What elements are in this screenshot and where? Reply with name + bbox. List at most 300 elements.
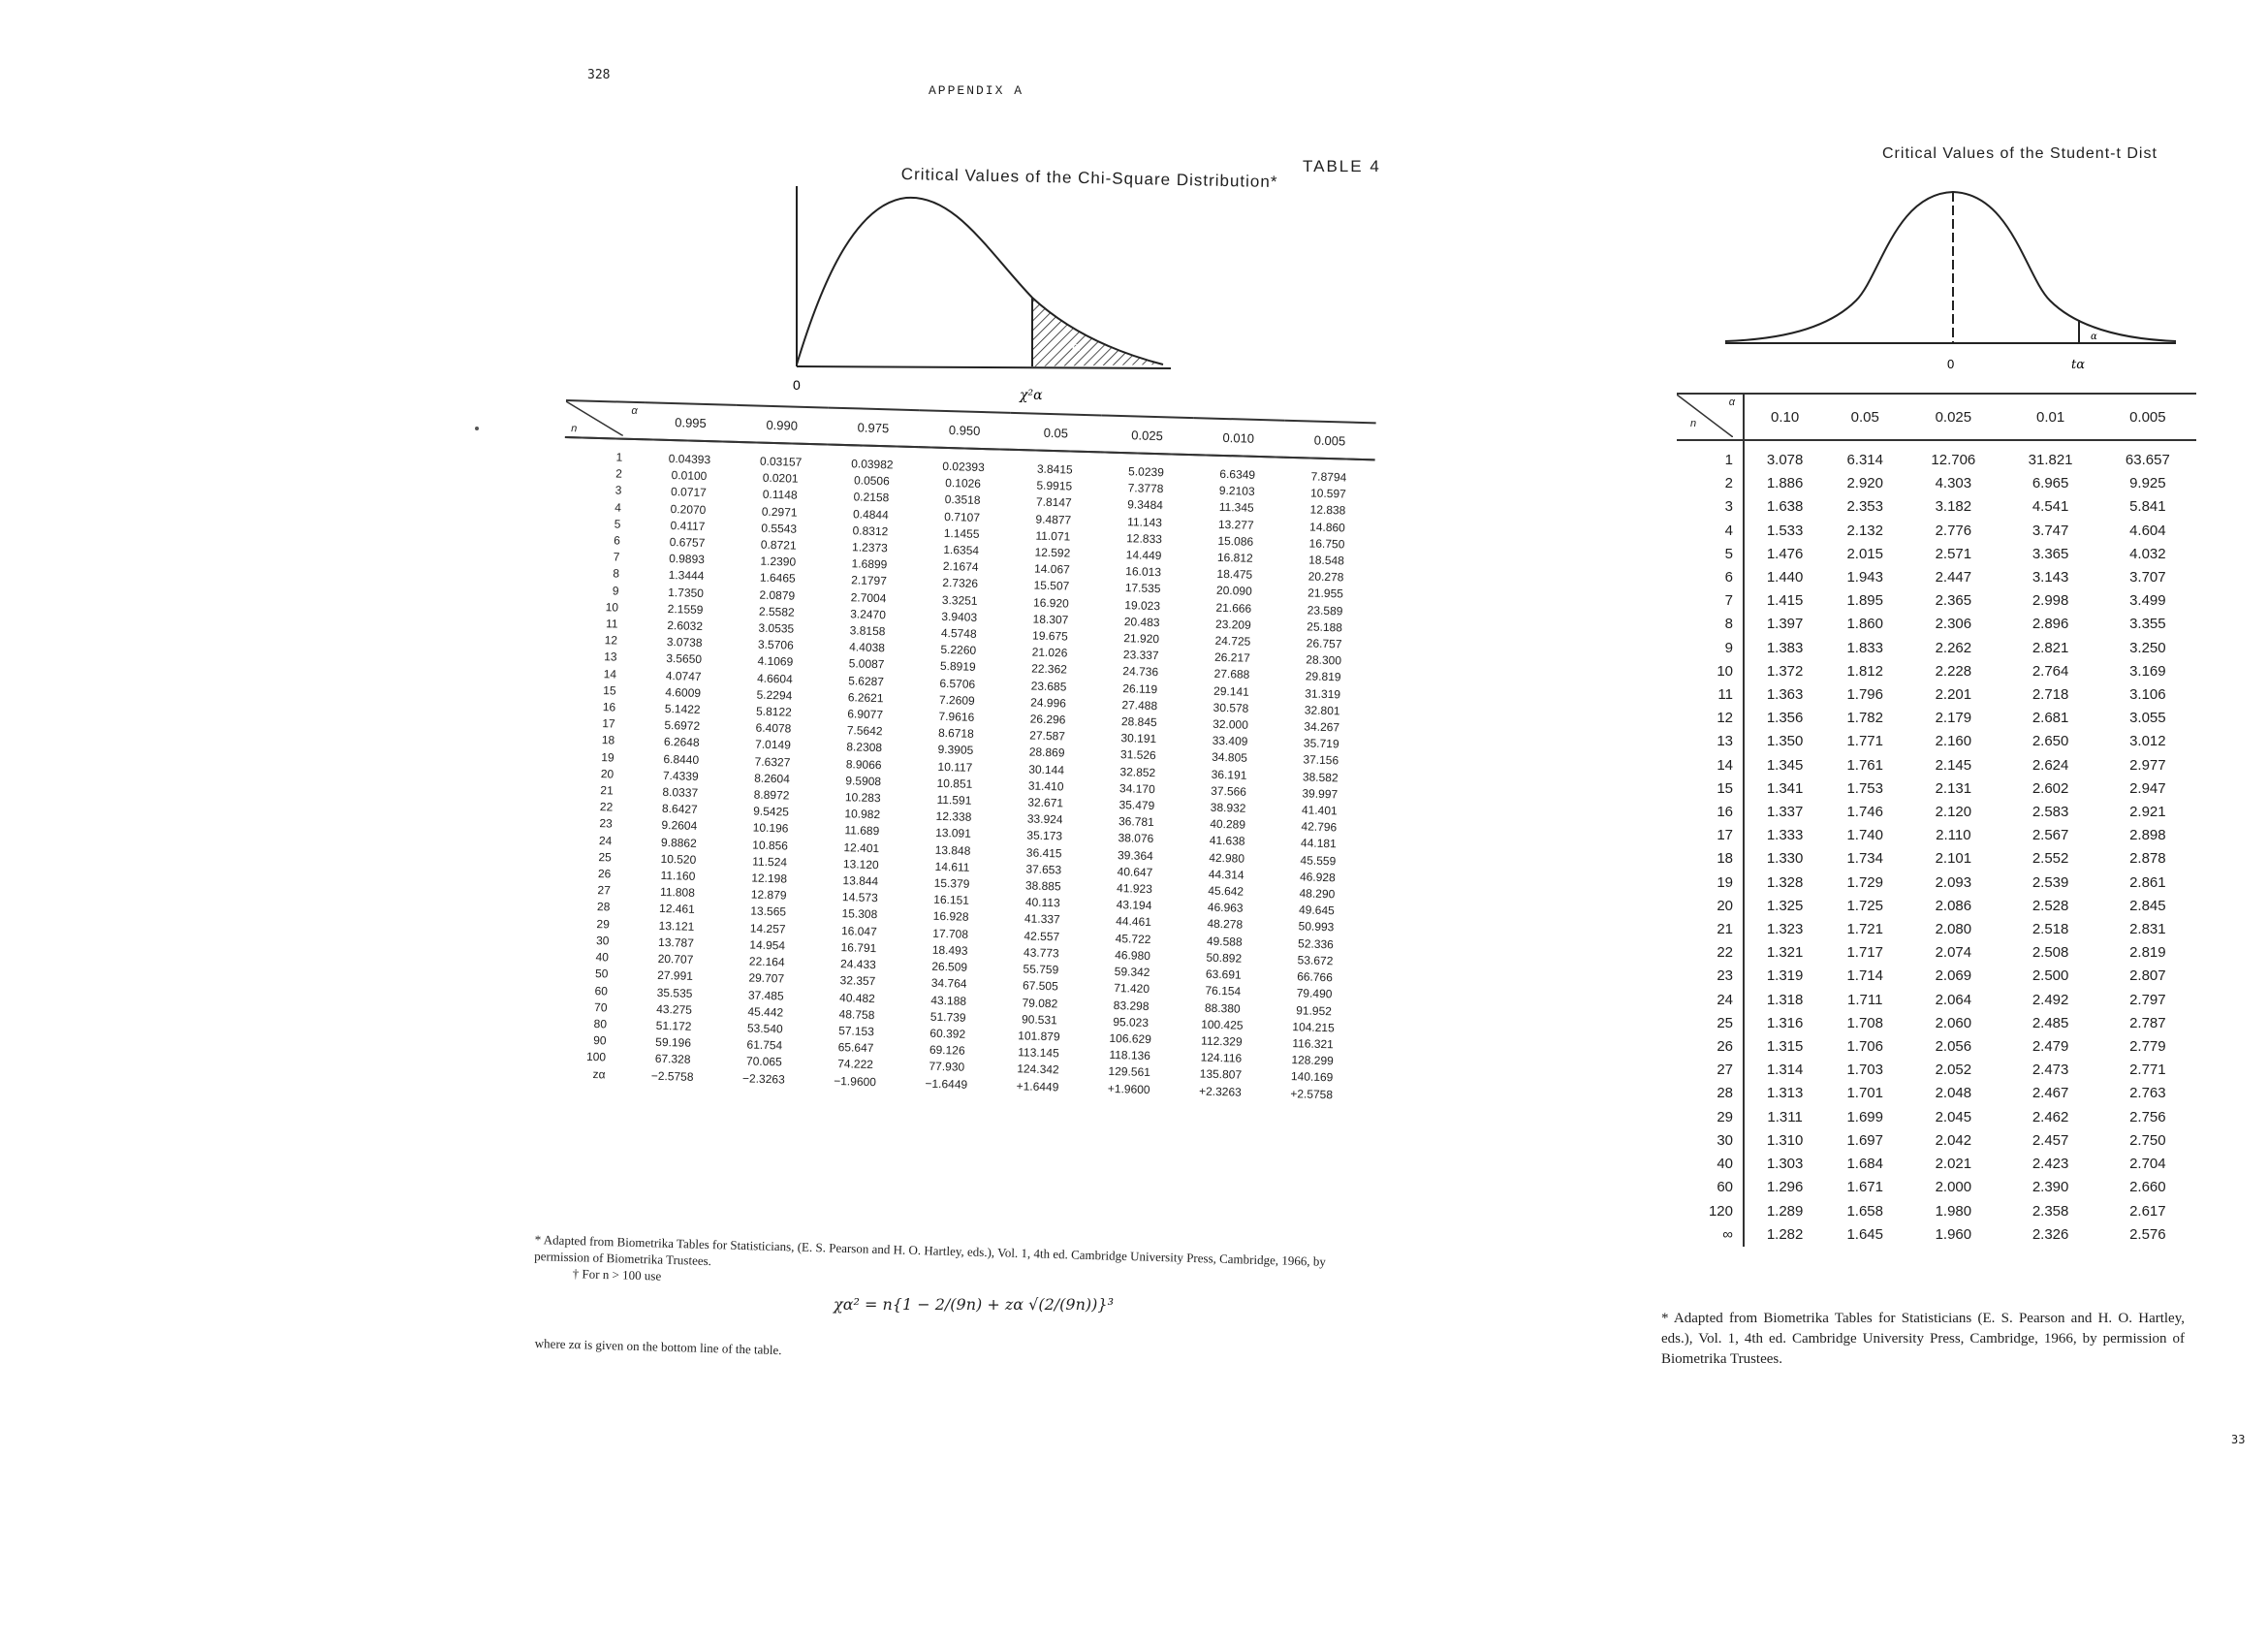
chi-table-cell: 14.954 xyxy=(749,937,786,953)
t-corner-diagonal xyxy=(1677,395,1733,437)
chi-table-cell: 3.3251 xyxy=(941,592,978,608)
t-table-cell: 3.499 xyxy=(2129,592,2166,610)
t-table-cell: 2.624 xyxy=(2032,756,2069,774)
chi-table-cell: 48.290 xyxy=(1299,886,1336,902)
chi-figure-x-axis xyxy=(797,366,1171,368)
t-table-cell: 2.821 xyxy=(2032,639,2069,656)
chi-table-cell: 10.851 xyxy=(936,776,973,791)
chi-table-cell: 14.067 xyxy=(1033,561,1070,577)
chi-table-cell: 9.4877 xyxy=(1035,512,1072,527)
chi-table-cell: 7.5642 xyxy=(846,723,883,739)
t-col-header: 0.01 xyxy=(2001,394,2098,440)
t-table-cell: 1.895 xyxy=(1846,592,1883,610)
chi-table-cell: 2.5582 xyxy=(758,604,795,619)
chi-table-cell: +1.9600 xyxy=(1107,1081,1150,1096)
t-table-cell: 1.711 xyxy=(1846,991,1883,1008)
chi-table-cell: 0.8721 xyxy=(760,537,797,553)
chi-table-cell: 10.597 xyxy=(1309,486,1346,501)
chi-row-label: 60 xyxy=(594,983,609,998)
chi-table-cell: 34.267 xyxy=(1304,719,1340,735)
chi-table-cell: 38.885 xyxy=(1024,878,1061,894)
t-table-row xyxy=(1677,1176,2196,1199)
t-table-cell: 2.179 xyxy=(1935,710,1972,727)
t-table-cell: 1.440 xyxy=(1766,569,1804,586)
t-table-cell: 2.479 xyxy=(2032,1038,2069,1056)
t-table-cell: 1.321 xyxy=(1766,944,1804,962)
chi-table-cell: 12.338 xyxy=(935,809,972,825)
t-table-cell: 2.500 xyxy=(2032,967,2069,985)
t-table-cell: 1.703 xyxy=(1846,1062,1883,1079)
chi-row-label: 13 xyxy=(604,650,617,665)
chi-corner-alpha: α xyxy=(631,404,638,418)
chi-approximation-formula: χα² = n{1 − 2/(9n) + zα √(2/(9n))}³ xyxy=(834,1295,1114,1314)
chi-table-cell: 45.642 xyxy=(1208,883,1244,899)
t-table-row xyxy=(1677,1012,2196,1035)
chi-table-cell: 83.298 xyxy=(1113,998,1150,1013)
t-table-cell: 2.093 xyxy=(1935,873,1972,891)
chi-table-cell: 7.2609 xyxy=(938,692,975,708)
chi-table-cell: 18.475 xyxy=(1216,567,1253,583)
chi-table-cell: 12.838 xyxy=(1309,502,1346,518)
t-row-label: 17 xyxy=(1677,824,1744,847)
chi-table-cell: 0.8312 xyxy=(852,523,889,539)
t-table-row xyxy=(1677,613,2196,636)
t-table-cell: 1.708 xyxy=(1846,1014,1883,1031)
t-table-cell: 2.201 xyxy=(1935,686,1972,704)
t-table-cell: 2.861 xyxy=(2129,873,2166,891)
t-row-label: 60 xyxy=(1677,1176,1744,1199)
t-table-cell: 1.701 xyxy=(1846,1085,1883,1102)
t-row-label: 5 xyxy=(1677,543,1744,566)
t-table-cell: 3.747 xyxy=(2032,522,2069,539)
chi-table-cell: 9.3905 xyxy=(937,743,974,758)
chi-table-cell: 5.6972 xyxy=(664,718,701,734)
chi-table-cell: 3.0535 xyxy=(758,620,795,636)
chi-table-cell: 40.113 xyxy=(1024,895,1060,910)
t-table-cell: 2.365 xyxy=(1935,592,1972,610)
t-table-cell: 1.740 xyxy=(1846,827,1883,844)
chi-table-cell: 8.0337 xyxy=(662,785,699,801)
chi-table-cell: 0.03157 xyxy=(759,454,803,469)
t-row-label: 26 xyxy=(1677,1035,1744,1059)
chi-col-header: 0.975 xyxy=(827,408,919,448)
t-table-cell: 1.397 xyxy=(1766,616,1804,633)
t-table-row xyxy=(1677,660,2196,683)
t-table-title: Critical Values of the Student-t Dist xyxy=(1882,145,2158,162)
chi-row-label: 14 xyxy=(603,666,617,681)
chi-table-cell: 13.121 xyxy=(658,918,695,934)
t-table-cell: 2.518 xyxy=(2032,921,2069,938)
chi-table-cell: 37.156 xyxy=(1303,752,1339,768)
t-table-cell: 2.390 xyxy=(2032,1179,2069,1196)
t-table-cell: 1.812 xyxy=(1846,662,1883,680)
t-table-cell: 2.447 xyxy=(1935,569,1972,586)
chi-row-label: 26 xyxy=(597,867,612,881)
t-table-cell: 1.363 xyxy=(1766,686,1804,704)
t-table-cell: 1.345 xyxy=(1766,756,1804,774)
chi-table-cell: 23.685 xyxy=(1030,679,1067,694)
t-table-cell: 1.796 xyxy=(1846,686,1883,704)
chi-table-label: TABLE 4 xyxy=(1303,157,1381,175)
t-row-label: 6 xyxy=(1677,566,1744,589)
t-table-cell: 2.528 xyxy=(2032,897,2069,914)
t-table-row xyxy=(1677,1035,2196,1059)
t-row-label: 10 xyxy=(1677,660,1744,683)
t-corner-n: n xyxy=(1690,418,1697,429)
t-table-cell: 1.415 xyxy=(1766,592,1804,610)
chi-col-header: 0.950 xyxy=(919,410,1011,450)
t-table-cell: 2.358 xyxy=(2032,1202,2069,1220)
t-table-cell: 1.341 xyxy=(1766,779,1804,797)
chi-footnotes xyxy=(534,1231,1359,1304)
t-table-cell: 3.182 xyxy=(1935,498,1972,516)
chi-table-cell: 26.296 xyxy=(1029,712,1066,727)
chi-table-cell: 8.9066 xyxy=(845,756,882,772)
chi-table-cell: 9.8862 xyxy=(660,835,697,850)
t-table-cell: 2.485 xyxy=(2032,1014,2069,1031)
t-table-row xyxy=(1677,895,2196,918)
chi-table-cell: 46.980 xyxy=(1115,947,1151,963)
t-table-cell: 1.296 xyxy=(1766,1179,1804,1196)
chi-row-label: 28 xyxy=(596,900,611,914)
t-table-cell: 3.055 xyxy=(2129,710,2166,727)
t-footnote xyxy=(1661,1309,2185,1370)
running-head: APPENDIX A xyxy=(929,83,1024,98)
chi-row-label: 40 xyxy=(595,950,610,965)
chi-table-cell: 27.488 xyxy=(1121,697,1158,713)
chi-table-cell: 27.587 xyxy=(1029,728,1066,744)
chi-table-cell: 8.6718 xyxy=(937,726,974,742)
chi-table-cell: 9.5425 xyxy=(753,804,790,819)
t-table-cell: 6.314 xyxy=(1846,452,1883,468)
t-table-cell: 1.289 xyxy=(1766,1202,1804,1220)
chi-table-cell: 13.565 xyxy=(750,904,787,920)
t-row-label: 23 xyxy=(1677,965,1744,988)
chi-figure-origin-label: 0 xyxy=(793,377,801,393)
t-table-cell: 2.650 xyxy=(2032,733,2069,750)
chi-footnote-source: * Adapted from Biometrika Tables for Statisticians, (E. S. Pearson and H. O. Hartley, eds.), Vol. 1, 4th ed. Cambridge University Press, Cambridge, 1966, by permission of Biometrika Trustees. xyxy=(534,1231,1327,1269)
t-table-cell: 12.706 xyxy=(1931,452,1976,468)
chi-table-cell: 61.754 xyxy=(746,1037,783,1053)
chi-table-cell: 34.805 xyxy=(1212,750,1248,766)
chi-table-cell: 3.9403 xyxy=(941,609,978,624)
t-table-row xyxy=(1677,1153,2196,1176)
chi-table-cell: 3.8415 xyxy=(1036,461,1073,477)
chi-table-cell: 16.013 xyxy=(1125,564,1162,580)
t-table-cell: 1.753 xyxy=(1846,779,1883,797)
chi-table-cell: 0.3518 xyxy=(944,492,981,508)
chi-table-cell: 36.415 xyxy=(1025,845,1062,861)
t-header-row xyxy=(1677,394,2196,440)
chi-table-cell: 1.7350 xyxy=(668,585,705,600)
t-table-cell: 3.169 xyxy=(2129,662,2166,680)
t-row-label: 7 xyxy=(1677,589,1744,613)
chi-table-cell: 4.0747 xyxy=(665,668,702,683)
t-table-cell: 2.718 xyxy=(2032,686,2069,704)
t-table-cell: 2.492 xyxy=(2032,991,2069,1008)
chi-table-cell: 3.5706 xyxy=(757,637,794,652)
chi-row-label: 27 xyxy=(597,883,612,898)
t-col-header: 0.10 xyxy=(1744,394,1825,440)
t-table-row xyxy=(1677,637,2196,660)
chi-table-cell: 6.6349 xyxy=(1219,466,1256,482)
t-table-cell: 2.306 xyxy=(1935,616,1972,633)
chi-table-cell: −2.3263 xyxy=(741,1070,785,1087)
t-table-cell: 31.821 xyxy=(2028,452,2073,468)
chi-table-cell: 24.736 xyxy=(1122,664,1159,680)
chi-table-cell: 7.3778 xyxy=(1127,481,1164,496)
chi-table-cell: 52.336 xyxy=(1297,935,1335,952)
chi-table-cell: 10.520 xyxy=(660,851,697,867)
chi-table-cell: 3.2470 xyxy=(850,607,887,622)
t-table-cell: 2.660 xyxy=(2129,1179,2166,1196)
t-table-cell: 2.576 xyxy=(2129,1225,2166,1243)
t-table-cell: 1.328 xyxy=(1766,873,1804,891)
chi-table-cell: 55.759 xyxy=(1023,962,1059,977)
t-table-cell: 1.658 xyxy=(1846,1202,1883,1220)
chi-table-cell: 24.996 xyxy=(1030,695,1067,711)
chi-table-cell: 48.278 xyxy=(1207,917,1244,933)
t-table-row xyxy=(1677,707,2196,730)
t-table-cell: 1.319 xyxy=(1766,967,1804,985)
chi-table-cell: 36.781 xyxy=(1118,814,1154,830)
chi-table-cell: 1.3444 xyxy=(668,568,705,584)
chi-table-cell: 27.688 xyxy=(1213,667,1250,682)
chi-table-cell: 32.000 xyxy=(1212,716,1249,732)
chi-table-cell: 35.173 xyxy=(1026,828,1063,843)
chi-figure-area-label: α xyxy=(1072,340,1081,355)
chi-table-cell: 0.2158 xyxy=(853,490,890,505)
chi-table-cell: 40.289 xyxy=(1210,816,1246,833)
chi-row-label: 30 xyxy=(595,933,610,948)
chi-table-cell: 29.707 xyxy=(748,970,785,986)
t-table-cell: 1.337 xyxy=(1766,804,1804,821)
chi-table-cell: 14.257 xyxy=(749,921,786,936)
chi-table-cell: 95.023 xyxy=(1113,1014,1150,1030)
t-figure-t-alpha-label: tα xyxy=(2071,358,2086,372)
t-figure-area-label: α xyxy=(2091,332,2097,342)
chi-table-cell: 0.02393 xyxy=(942,459,985,475)
t-table-cell: 2.681 xyxy=(2032,710,2069,727)
t-row-label: 40 xyxy=(1677,1153,1744,1176)
chi-table-cell: 38.076 xyxy=(1118,831,1154,846)
chi-table-cell: 14.611 xyxy=(934,859,970,874)
chi-table-cell: 46.963 xyxy=(1207,900,1244,915)
t-table-cell: 1.638 xyxy=(1766,498,1804,516)
chi-col-header: 0.005 xyxy=(1283,421,1375,460)
chi-figure-critical-label: χ²α xyxy=(1020,388,1043,403)
t-row-label: 14 xyxy=(1677,754,1744,777)
chi-table-cell: 0.4844 xyxy=(852,506,889,522)
chi-table-cell: 2.1559 xyxy=(667,601,704,617)
t-table-cell: 1.311 xyxy=(1767,1108,1803,1125)
chi-table-cell: 6.9077 xyxy=(847,707,884,722)
chi-figure-tail-area xyxy=(1032,298,1163,366)
chi-table-cell: 4.5748 xyxy=(940,625,977,641)
chi-table-cell: 104.215 xyxy=(1292,1019,1335,1035)
chi-table-cell: 31.410 xyxy=(1027,778,1064,794)
chi-formula-where-note: where zα is given on the bottom line of the table. xyxy=(534,1336,782,1358)
t-table-cell: 1.356 xyxy=(1766,710,1804,727)
chi-table-cell: 12.401 xyxy=(843,840,880,855)
chi-table-cell: 5.0239 xyxy=(1127,464,1165,480)
chi-table-cell: 12.198 xyxy=(751,871,788,886)
t-table-cell: 2.045 xyxy=(1935,1108,1972,1125)
t-table-cell: 3.355 xyxy=(2129,616,2166,633)
t-table-cell: 2.947 xyxy=(2129,779,2166,797)
chi-table-cell: 14.449 xyxy=(1125,548,1162,563)
chi-row-label: 29 xyxy=(596,916,611,932)
t-table-cell: 1.533 xyxy=(1766,522,1804,539)
chi-table-cell: 3.8158 xyxy=(849,623,886,639)
chi-row-label: 10 xyxy=(605,600,619,615)
left-page-number: 328 xyxy=(587,68,611,82)
chi-table-cell: 6.5706 xyxy=(939,676,976,691)
chi-table-cell: 0.1148 xyxy=(762,488,798,503)
chi-table-cell: 30.578 xyxy=(1213,700,1249,715)
chi-table-cell: 13.844 xyxy=(842,873,879,889)
chi-table-cell: 13.091 xyxy=(934,826,972,841)
t-table-cell: 3.365 xyxy=(2032,545,2069,562)
chi-table-cell: 44.181 xyxy=(1300,836,1337,851)
chi-table-cell: 53.672 xyxy=(1297,953,1334,968)
chi-table-cell: 7.9616 xyxy=(938,709,975,724)
t-table-cell: 2.052 xyxy=(1935,1062,1972,1079)
chi-table-cell: 20.278 xyxy=(1307,569,1344,585)
t-table-row xyxy=(1677,777,2196,801)
chi-table-cell: 42.796 xyxy=(1301,819,1338,835)
t-row-label: 12 xyxy=(1677,707,1744,730)
t-table-row xyxy=(1677,1106,2196,1129)
chi-table-cell: 15.308 xyxy=(841,906,878,922)
chi-figure-curve xyxy=(797,198,1163,364)
chi-table-cell: 88.380 xyxy=(1204,1000,1241,1016)
chi-table-cell: 36.191 xyxy=(1211,767,1247,782)
t-table-cell: 2.764 xyxy=(2032,662,2069,680)
t-row-label: 18 xyxy=(1677,847,1744,871)
t-table-cell: 1.671 xyxy=(1846,1179,1883,1196)
chi-table-cell: 34.764 xyxy=(930,976,967,992)
t-table-cell: 2.878 xyxy=(2129,850,2166,868)
t-table-cell: 2.069 xyxy=(1935,967,1972,985)
t-table-cell: 1.350 xyxy=(1766,733,1804,750)
chi-table-cell: 0.6757 xyxy=(669,535,706,551)
t-table-row xyxy=(1677,847,2196,871)
t-table-row xyxy=(1677,566,2196,589)
chi-table-cell: 12.833 xyxy=(1126,531,1163,547)
t-table-row xyxy=(1677,918,2196,941)
chi-table-cell: 10.856 xyxy=(752,838,789,853)
t-figure-zero-label: 0 xyxy=(1947,357,1955,371)
t-table-cell: 1.313 xyxy=(1766,1085,1804,1102)
chi-row-label: 25 xyxy=(598,849,613,865)
chi-table-cell: 4.6604 xyxy=(756,671,793,686)
chi-table-cell: 35.719 xyxy=(1303,736,1339,751)
chi-table-cell: 7.4339 xyxy=(662,768,699,783)
chi-corner-cell xyxy=(565,400,646,439)
chi-table-cell: 37.653 xyxy=(1025,862,1062,877)
t-table-row xyxy=(1677,754,2196,777)
chi-table-cell: 10.982 xyxy=(844,807,881,822)
t-table-cell: 2.000 xyxy=(1935,1179,1972,1196)
margin-speck xyxy=(475,427,479,430)
chi-row-label: 9 xyxy=(612,584,619,598)
chi-table-cell: 29.141 xyxy=(1213,683,1250,699)
chi-table-cell: 74.222 xyxy=(837,1057,874,1072)
t-row-label: 28 xyxy=(1677,1082,1744,1105)
chi-table-cell: 12.592 xyxy=(1034,545,1071,560)
chi-table-cell: 59.342 xyxy=(1114,965,1150,980)
chi-square-table xyxy=(547,399,1375,1104)
chi-table-cell: 128.299 xyxy=(1291,1053,1335,1068)
t-row-label: 11 xyxy=(1677,683,1744,707)
t-table-cell: 2.750 xyxy=(2129,1131,2166,1149)
chi-table-cell: 0.0201 xyxy=(762,470,799,486)
chi-table-cell: 40.647 xyxy=(1117,864,1153,879)
chi-table-cell: 32.671 xyxy=(1027,795,1064,810)
chi-table-cell: 26.217 xyxy=(1213,650,1250,666)
chi-table-cell: 8.6427 xyxy=(661,802,698,817)
chi-table-cell: 10.117 xyxy=(937,759,973,775)
chi-table-cell: 1.2373 xyxy=(851,540,889,555)
t-table-cell: 1.943 xyxy=(1846,569,1883,586)
chi-table-cell: 33.924 xyxy=(1026,811,1063,827)
t-table-body xyxy=(1677,440,2196,1247)
chi-table-cell: 101.879 xyxy=(1018,1029,1060,1044)
t-table-cell: 63.657 xyxy=(2125,452,2170,468)
chi-col-header: 0.010 xyxy=(1192,418,1284,458)
chi-table-cell: 20.483 xyxy=(1123,614,1160,630)
chi-table-cell: 21.026 xyxy=(1031,645,1068,660)
t-table-cell: 4.303 xyxy=(1935,475,1972,492)
chi-table-cell: 46.928 xyxy=(1299,870,1336,885)
chi-row-label: 18 xyxy=(601,733,615,747)
chi-table-cell: 4.6009 xyxy=(665,684,702,700)
chi-table-cell: 65.647 xyxy=(837,1040,874,1056)
chi-row-label: 24 xyxy=(598,833,613,848)
chi-table-cell: 31.319 xyxy=(1305,686,1341,702)
t-table-cell: 2.787 xyxy=(2129,1014,2166,1031)
t-row-label: 25 xyxy=(1677,1012,1744,1035)
t-row-label: 20 xyxy=(1677,895,1744,918)
chi-footnote-large-n: † For n > 100 use xyxy=(572,1266,662,1284)
chi-table-cell: 16.791 xyxy=(840,940,877,956)
t-table-cell: 2.539 xyxy=(2032,873,2069,891)
chi-table-cell: 67.505 xyxy=(1022,978,1058,994)
chi-table-cell: 44.314 xyxy=(1208,867,1244,882)
chi-table-cell: 48.758 xyxy=(838,1006,875,1022)
chi-table-cell: 49.645 xyxy=(1298,903,1335,918)
t-table-cell: 2.921 xyxy=(2129,804,2166,821)
chi-row-label: 19 xyxy=(601,749,614,765)
t-table-cell: 2.160 xyxy=(1935,733,1972,750)
t-table-row xyxy=(1677,495,2196,519)
t-table-cell: 2.617 xyxy=(2129,1202,2166,1220)
chi-table-cell: 10.196 xyxy=(752,821,789,837)
t-table-cell: 1.782 xyxy=(1846,710,1883,727)
t-table-cell: 1.714 xyxy=(1846,967,1883,985)
chi-table-cell: 11.071 xyxy=(1035,528,1071,544)
chi-table-cell: 17.535 xyxy=(1124,581,1161,596)
t-table-cell: 2.571 xyxy=(1935,545,1972,562)
t-row-label: 4 xyxy=(1677,520,1744,543)
t-table-row xyxy=(1677,1059,2196,1082)
t-table-cell: 2.110 xyxy=(1936,827,1971,844)
t-table-cell: 1.980 xyxy=(1935,1202,1972,1220)
chi-table-cell: 0.0100 xyxy=(671,468,708,484)
t-table-cell: 3.250 xyxy=(2129,639,2166,656)
t-row-label: 30 xyxy=(1677,1129,1744,1153)
